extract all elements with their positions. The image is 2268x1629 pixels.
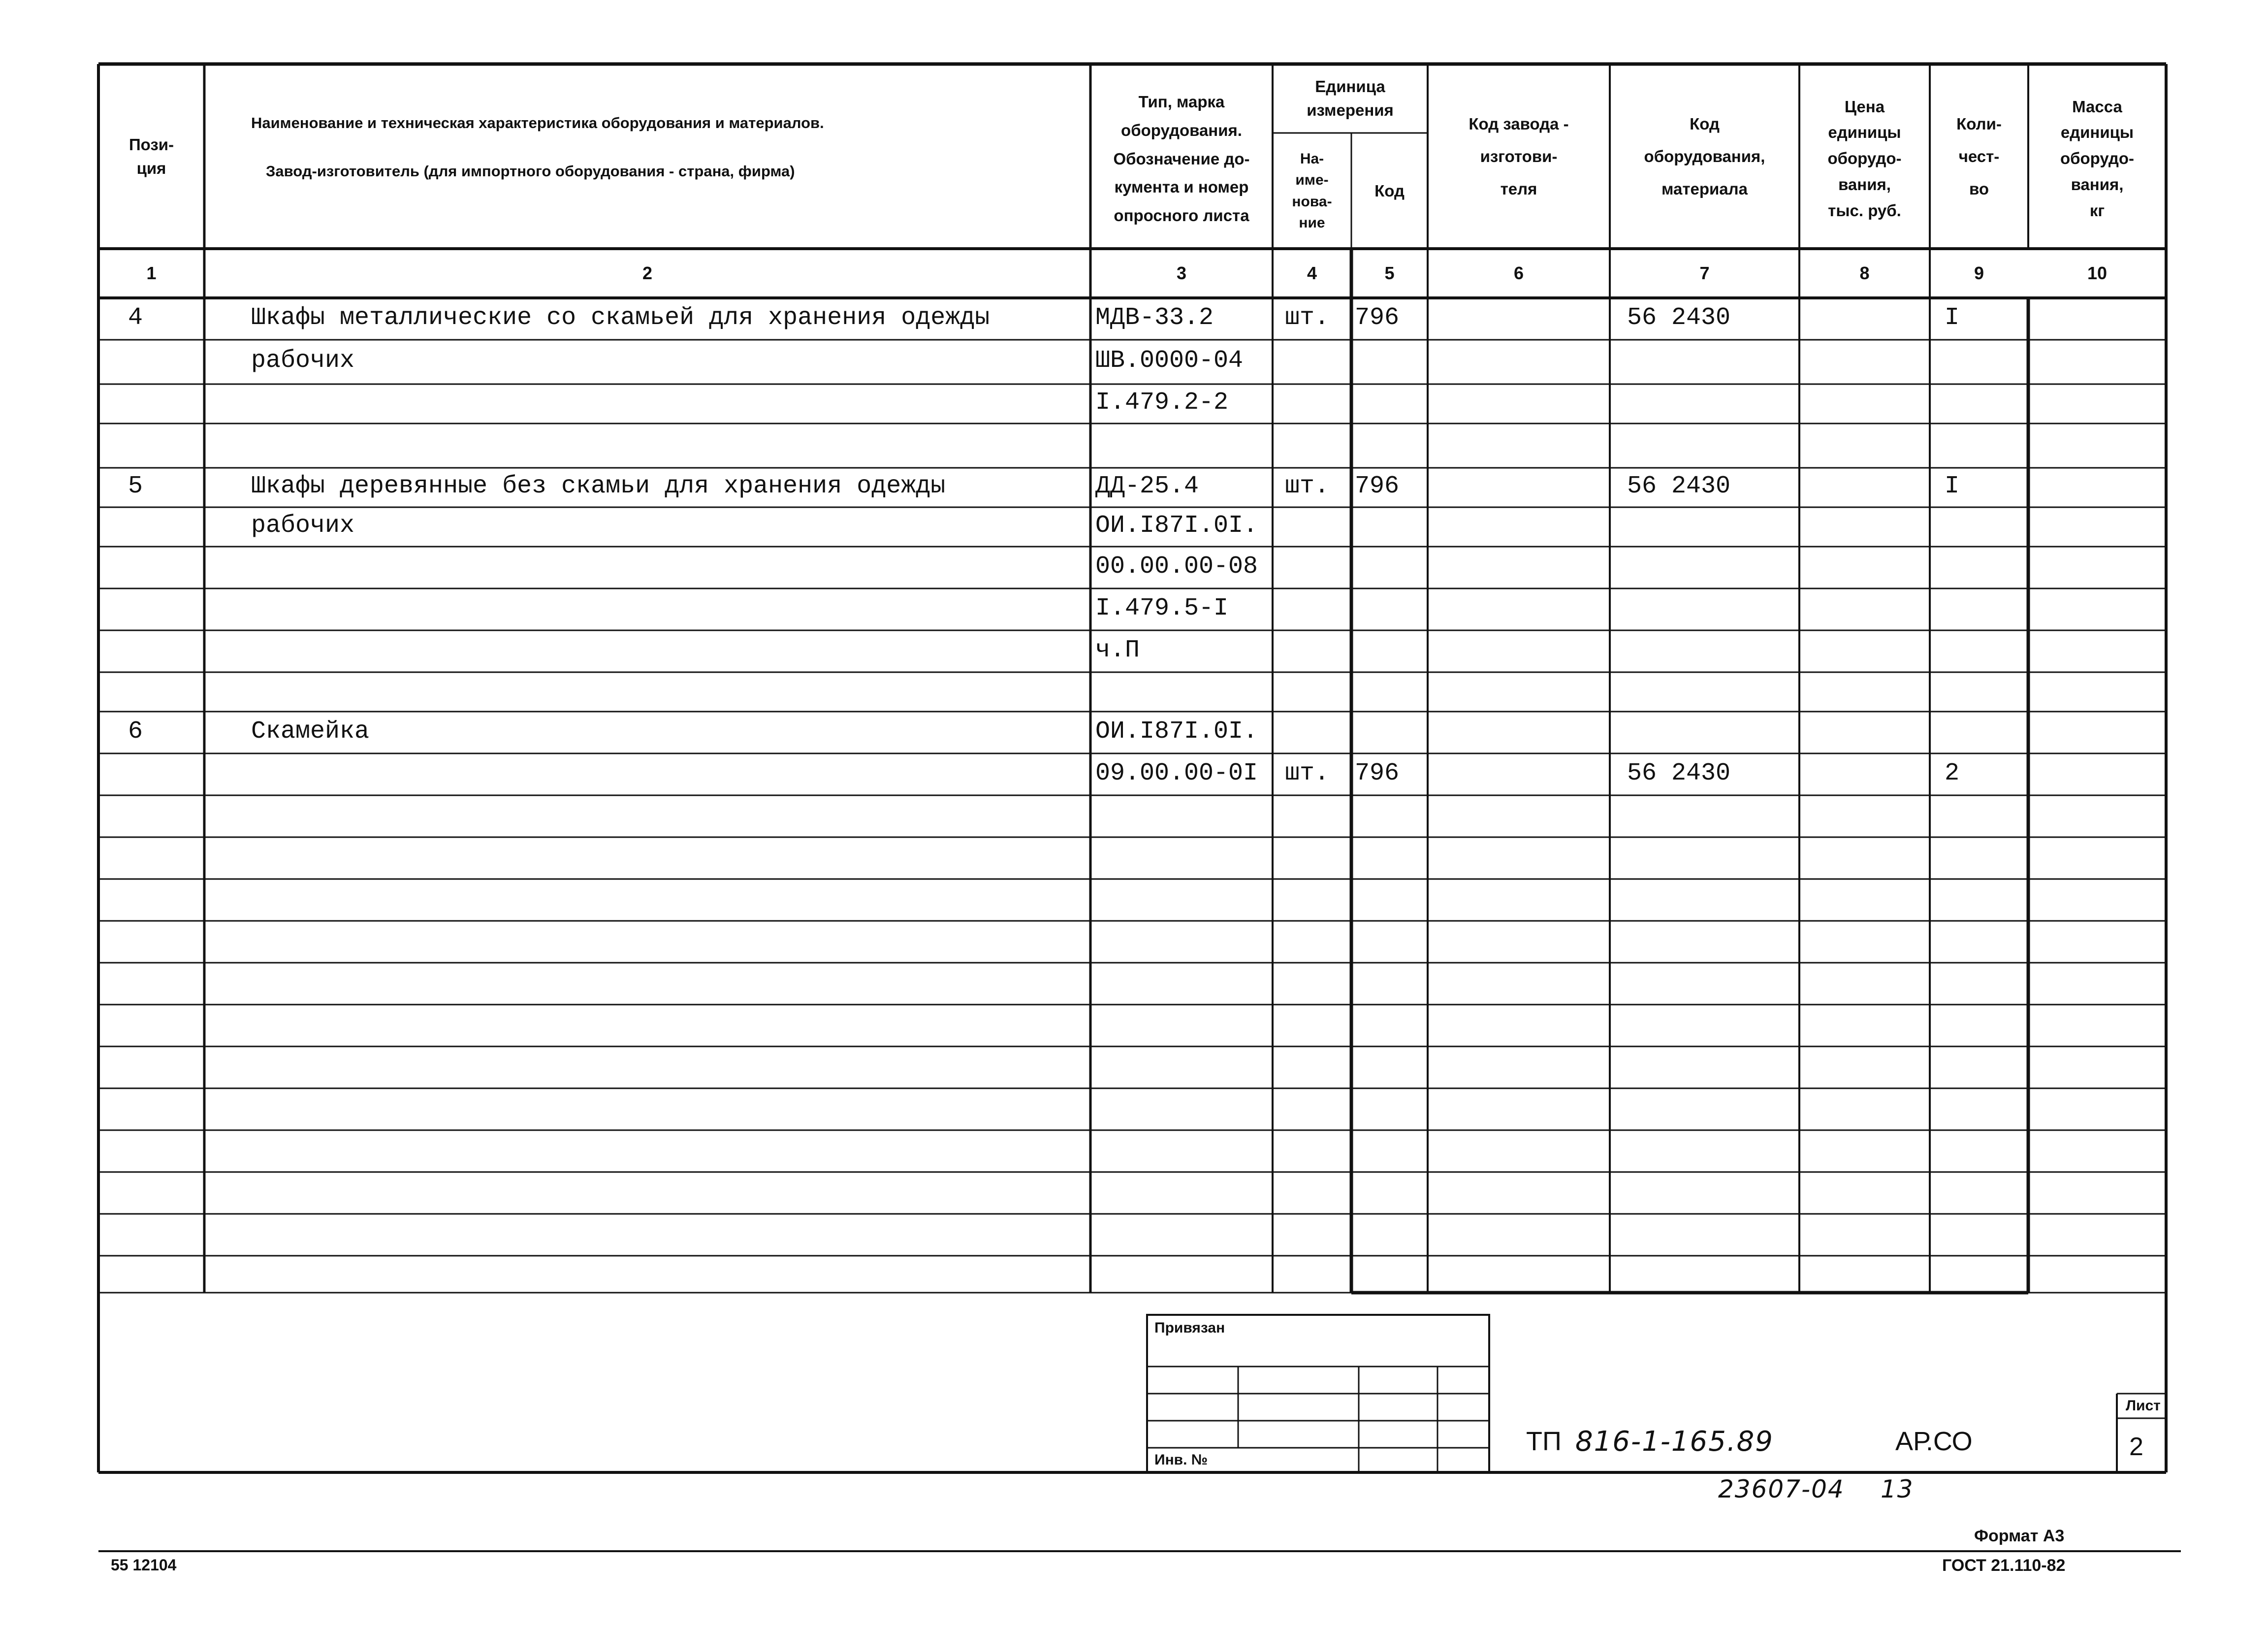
row-unit-code: 796 bbox=[1355, 304, 1400, 332]
header-type: Тип, марка оборудования. Обозначение до- кумента и номер опросного листа bbox=[1113, 93, 1250, 225]
row-type: I.479.2-2 bbox=[1095, 389, 1229, 417]
header-name-line2: Завод-изготовитель (для импортного оборудования - страна, фирма) bbox=[266, 162, 795, 180]
table-row bbox=[98, 384, 2166, 424]
table-row bbox=[98, 424, 2166, 468]
header-equipment-code: Код оборудования, материала bbox=[1644, 114, 1765, 198]
column-number: 7 bbox=[1699, 263, 1710, 283]
table-row bbox=[98, 507, 2166, 547]
row-position: 6 bbox=[128, 717, 143, 746]
table-row bbox=[98, 547, 2166, 588]
row-quantity: I bbox=[1945, 472, 1960, 500]
row-position: 5 bbox=[128, 472, 143, 500]
header-name-line1: Наименование и техническая характеристика оборудования и материалов. bbox=[251, 114, 824, 131]
doc-section: АР.СО bbox=[1895, 1427, 1973, 1456]
header-unit-mass: Масса единицы оборудо- вания, кг bbox=[2060, 97, 2135, 220]
row-unit-code: 796 bbox=[1355, 759, 1400, 787]
row-type: ОИ.I87I.0I. bbox=[1095, 512, 1258, 540]
row-type: ДД-25.4 bbox=[1095, 472, 1199, 500]
doc-prefix: ТП bbox=[1526, 1427, 1562, 1456]
table-row bbox=[98, 630, 2166, 672]
row-name: Шкафы деревянные без скамьи для хранения одежды bbox=[251, 472, 946, 500]
header-unit-price: Цена единицы оборудо- вания, тыс. руб. bbox=[1827, 97, 1902, 220]
row-quantity: 2 bbox=[1945, 759, 1960, 787]
header-unit-code: Код bbox=[1374, 181, 1405, 200]
row-unit-name: шт. bbox=[1285, 472, 1330, 500]
row-equipment-code: 56 2430 bbox=[1627, 472, 1731, 500]
column-number: 1 bbox=[146, 263, 157, 283]
doc-number-handwritten: 816-1-165.89 bbox=[1575, 1426, 1774, 1458]
footer-left-code: 55 12104 bbox=[111, 1556, 177, 1574]
table-row bbox=[98, 672, 2166, 712]
row-unit-name: шт. bbox=[1285, 759, 1330, 787]
row-unit-code: 796 bbox=[1355, 472, 1400, 500]
column-number: 4 bbox=[1307, 263, 1317, 283]
row-equipment-code: 56 2430 bbox=[1627, 759, 1731, 787]
table-row bbox=[98, 712, 2166, 753]
row-unit-name: шт. bbox=[1285, 304, 1330, 332]
row-type: 09.00.00-0I bbox=[1095, 759, 1258, 787]
row-name: рабочих bbox=[251, 512, 355, 540]
header-unit-name: На- име- нова- ние bbox=[1292, 150, 1332, 231]
row-position: 4 bbox=[128, 304, 143, 332]
sheet-number: 2 bbox=[2129, 1433, 2143, 1461]
row-quantity: I bbox=[1945, 304, 1960, 332]
header-unit-group: Единица измерения bbox=[1307, 77, 1394, 119]
row-name: рабочих bbox=[251, 347, 355, 375]
handwritten-page: 13 bbox=[1881, 1475, 1914, 1503]
sheet-label: Лист bbox=[2126, 1398, 2161, 1414]
row-name: Скамейка bbox=[251, 717, 370, 746]
row-type: 00.00.00-08 bbox=[1095, 553, 1258, 581]
table-row bbox=[98, 298, 2166, 340]
table-row bbox=[98, 753, 2166, 795]
row-type: I.479.5-I bbox=[1095, 594, 1229, 622]
column-number: 10 bbox=[2087, 263, 2108, 283]
table-row bbox=[98, 588, 2166, 630]
table-row bbox=[98, 468, 2166, 507]
header-quantity: Коли- чест- во bbox=[1956, 114, 2002, 198]
column-number: 3 bbox=[1176, 263, 1187, 283]
header-plant-code: Код завода - изготови- теля bbox=[1469, 114, 1569, 198]
column-number: 2 bbox=[642, 263, 653, 283]
row-type: МДВ-33.2 bbox=[1095, 304, 1214, 332]
column-number: 6 bbox=[1513, 263, 1524, 283]
row-equipment-code: 56 2430 bbox=[1627, 304, 1731, 332]
row-type: ч.П bbox=[1095, 636, 1140, 664]
footer-gost: ГОСТ 21.110-82 bbox=[1942, 1556, 2066, 1575]
row-type: ШВ.0000-04 bbox=[1095, 347, 1244, 375]
column-number: 8 bbox=[1859, 263, 1870, 283]
inventory-label: Инв. № bbox=[1154, 1452, 1208, 1468]
header-position: Пози- ция bbox=[128, 135, 174, 177]
row-type: ОИ.I87I.0I. bbox=[1095, 717, 1258, 746]
row-name: Шкафы металлические со скамьей для хранения одежды bbox=[251, 304, 990, 332]
bound-label: Привязан bbox=[1154, 1320, 1225, 1336]
column-number: 9 bbox=[1974, 263, 1984, 283]
column-number: 5 bbox=[1384, 263, 1395, 283]
table-row bbox=[98, 340, 2166, 384]
footer-format: Формат А3 bbox=[1974, 1527, 2065, 1545]
handwritten-code: 23607-04 bbox=[1718, 1475, 1845, 1503]
